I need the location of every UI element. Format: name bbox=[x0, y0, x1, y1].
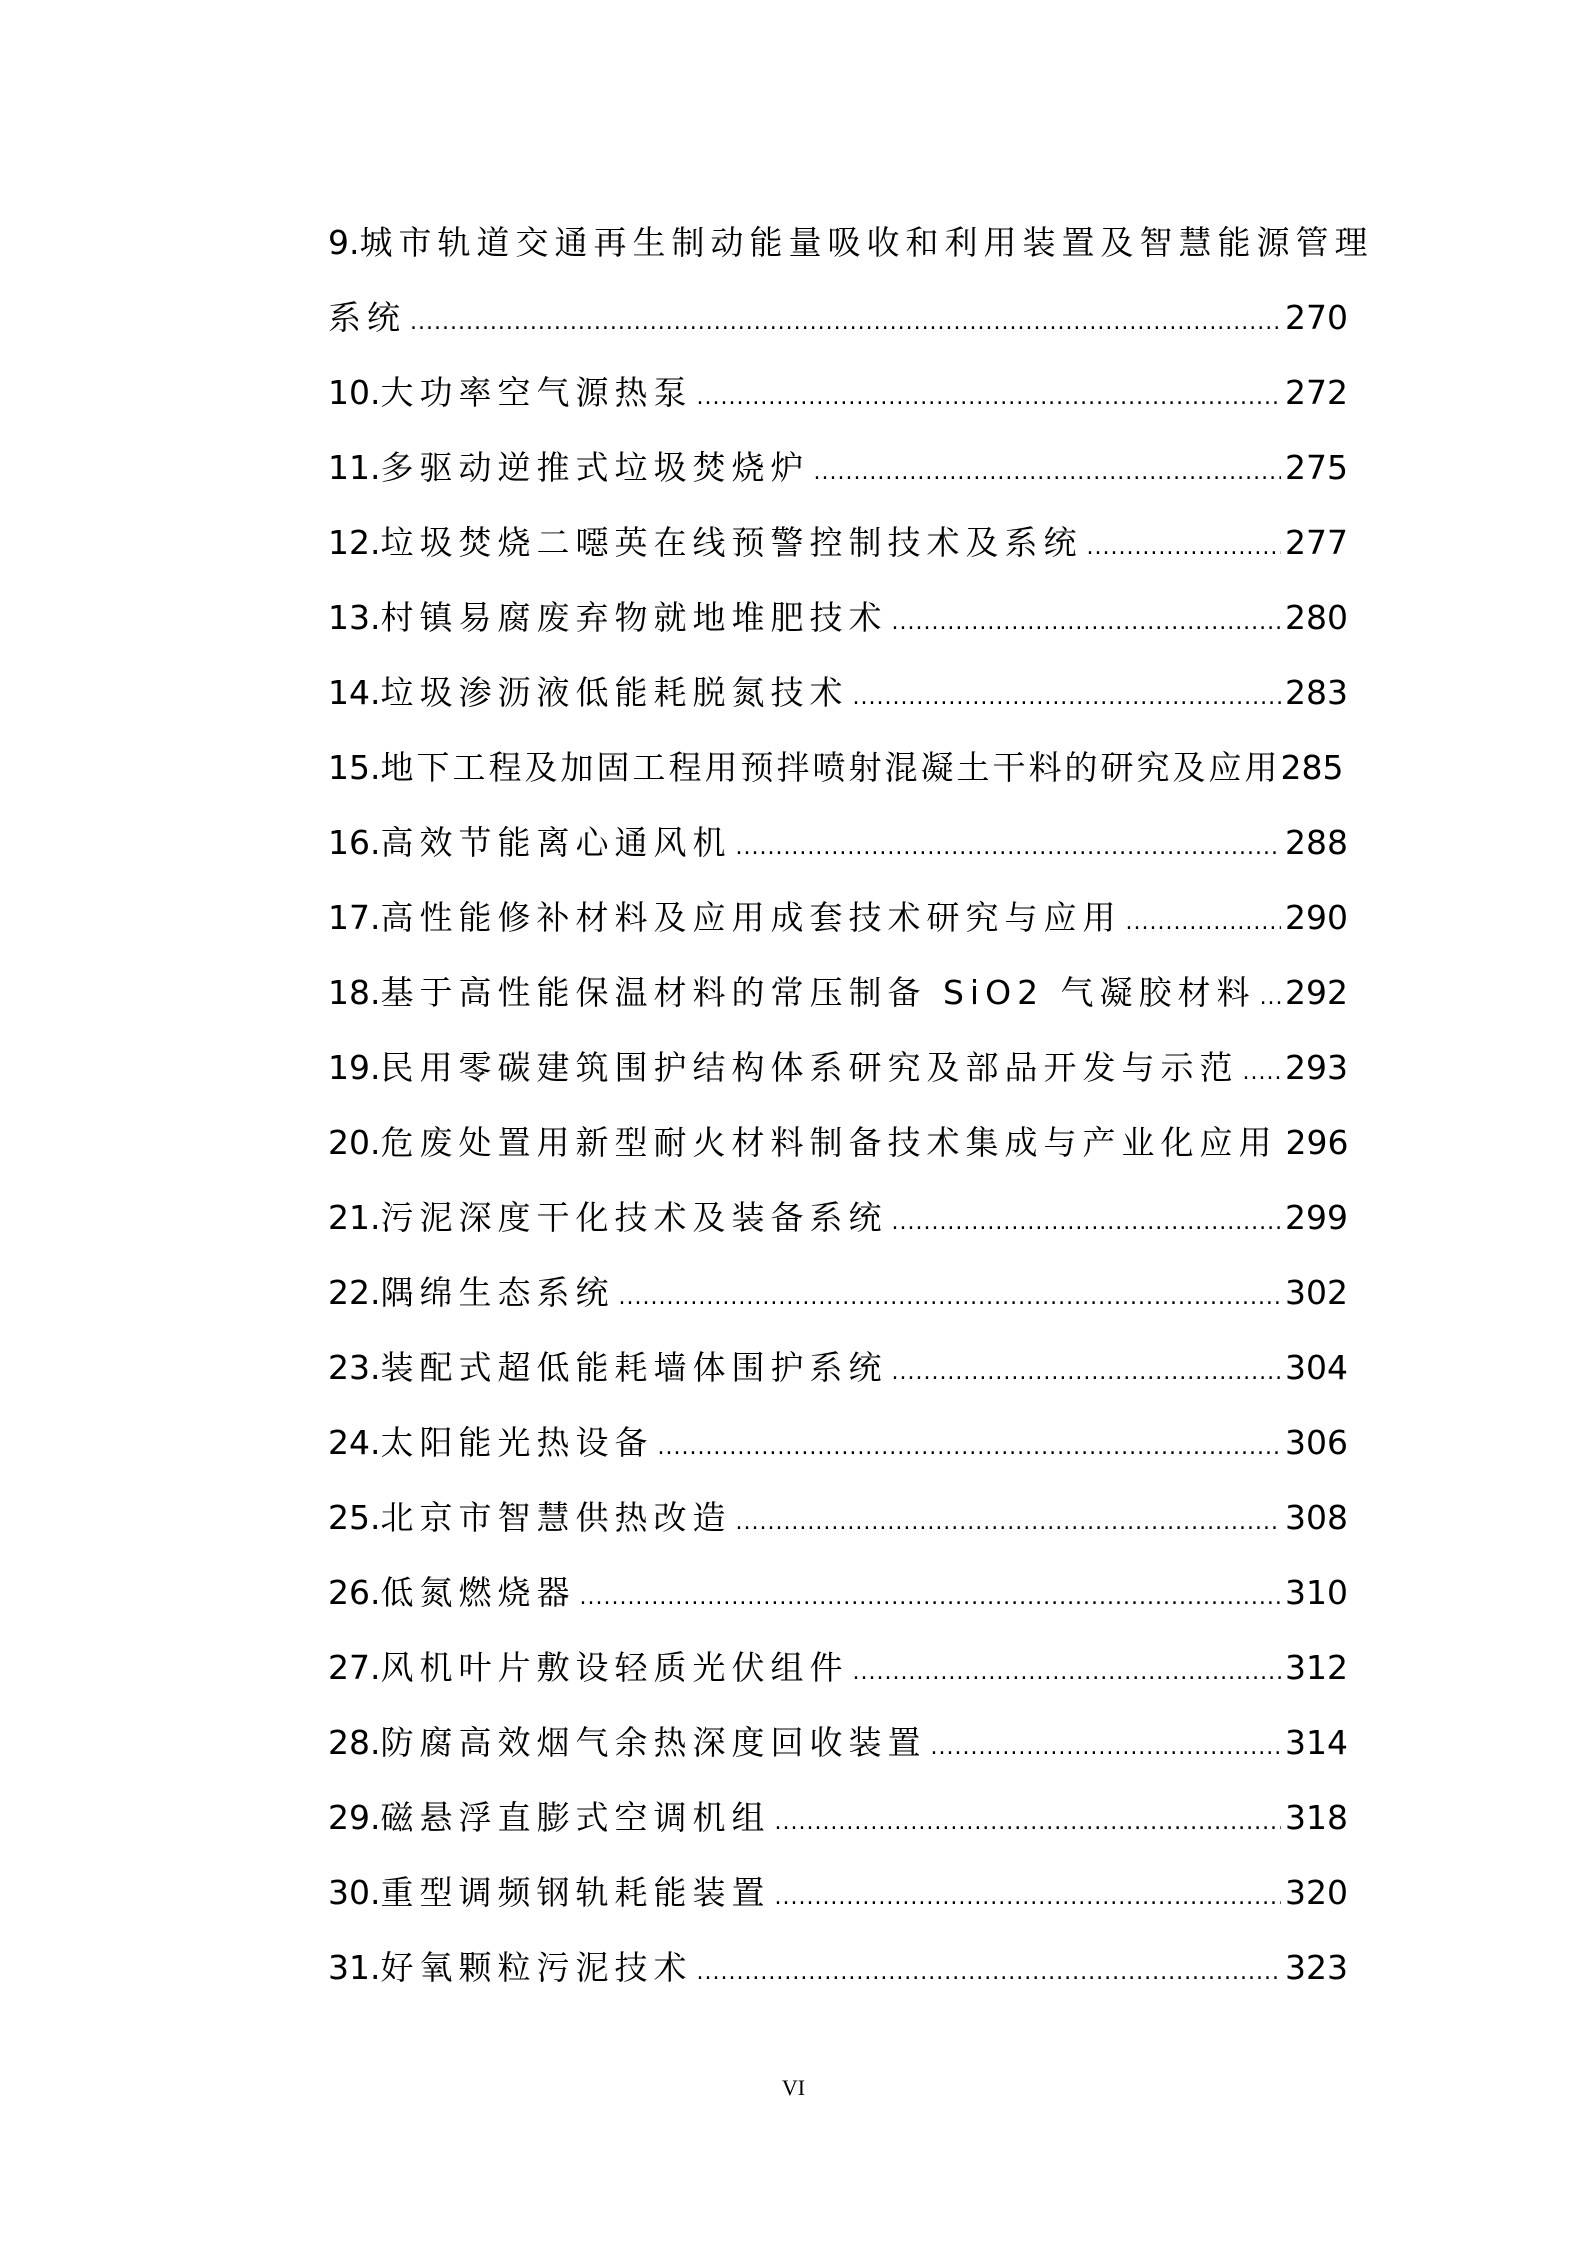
toc-entry-number: 31. bbox=[328, 1948, 381, 1987]
toc-entry-title: 地下工程及加固工程用预拌喷射混凝土干料的研究及应用 bbox=[380, 748, 1281, 787]
toc-entry-continuation[interactable] bbox=[328, 280, 1348, 355]
toc-entry-page: 308 bbox=[1285, 1498, 1348, 1537]
table-of-contents bbox=[328, 205, 1374, 2005]
dot-leader bbox=[579, 1555, 1281, 1635]
toc-entry[interactable] bbox=[328, 730, 1348, 805]
toc-entry-title: 城市轨道交通再生制动能量吸收和利用装置及智慧能源管理 bbox=[359, 223, 1374, 262]
toc-entry-page: 314 bbox=[1285, 1723, 1348, 1762]
toc-entry-number: 29. bbox=[328, 1798, 381, 1837]
toc-entry-number: 20. bbox=[328, 1123, 381, 1162]
toc-entry-title: 污泥深度干化技术及装备系统 bbox=[380, 1198, 888, 1237]
toc-entry-number: 9. bbox=[328, 223, 360, 262]
dot-leader bbox=[696, 1930, 1281, 2010]
toc-entry[interactable] bbox=[328, 1180, 1348, 1255]
toc-entry[interactable] bbox=[328, 955, 1348, 1030]
toc-entry-title-continued: 系统 bbox=[328, 298, 406, 337]
dot-leader bbox=[1260, 955, 1281, 1035]
toc-entry-number: 13. bbox=[328, 598, 381, 637]
toc-entry[interactable] bbox=[328, 1405, 1348, 1480]
toc-entry-page: 288 bbox=[1285, 823, 1348, 862]
dot-leader bbox=[891, 1330, 1281, 1410]
toc-entry[interactable] bbox=[328, 430, 1348, 505]
toc-entry[interactable] bbox=[328, 1255, 1348, 1330]
toc-entry-title: 民用零碳建筑围护结构体系研究及部品开发与示范 bbox=[380, 1048, 1239, 1087]
toc-entry-page: 312 bbox=[1285, 1648, 1348, 1687]
toc-entry-title: 装配式超低能耗墙体围护系统 bbox=[380, 1348, 888, 1387]
toc-entry-title: 危废处置用新型耐火材料制备技术集成与产业化应用 bbox=[380, 1123, 1278, 1162]
dot-leader bbox=[852, 655, 1281, 735]
toc-entry-page: 272 bbox=[1285, 373, 1348, 412]
toc-entry-title: 垃圾焚烧二噁英在线预警控制技术及系统 bbox=[380, 523, 1083, 562]
toc-entry-title: 太阳能光热设备 bbox=[380, 1423, 654, 1462]
toc-entry[interactable] bbox=[328, 1705, 1348, 1780]
toc-entry-title: 村镇易腐废弃物就地堆肥技术 bbox=[380, 598, 888, 637]
dot-leader bbox=[1242, 1030, 1281, 1110]
toc-entry-number: 15. bbox=[328, 748, 381, 787]
toc-entry-title: 基于高性能保温材料的常压制备 SiO2 气凝胶材料 bbox=[380, 973, 1256, 1012]
toc-entry-number: 16. bbox=[328, 823, 381, 862]
toc-entry[interactable] bbox=[328, 505, 1348, 580]
toc-entry-title: 隅绵生态系统 bbox=[380, 1273, 615, 1312]
dot-leader bbox=[1125, 880, 1281, 960]
toc-entry-page: 283 bbox=[1285, 673, 1348, 712]
dot-leader bbox=[813, 430, 1281, 510]
toc-entry-number: 22. bbox=[328, 1273, 381, 1312]
toc-entry-page: 296 bbox=[1285, 1123, 1349, 1162]
toc-entry-page: 290 bbox=[1285, 898, 1348, 937]
toc-entry-page: 302 bbox=[1285, 1273, 1348, 1312]
dot-leader bbox=[657, 1405, 1281, 1485]
toc-entry[interactable] bbox=[328, 1105, 1348, 1180]
toc-entry-number: 14. bbox=[328, 673, 381, 712]
toc-entry-title: 垃圾渗沥液低能耗脱氮技术 bbox=[380, 673, 849, 712]
dot-leader bbox=[618, 1255, 1281, 1335]
toc-entry-page: 310 bbox=[1285, 1573, 1348, 1612]
page-number-footer: VI bbox=[781, 2075, 806, 2100]
toc-entry-title: 风机叶片敷设轻质光伏组件 bbox=[380, 1648, 849, 1687]
toc-entry-number: 26. bbox=[328, 1573, 381, 1612]
toc-entry-title: 磁悬浮直膨式空调机组 bbox=[380, 1798, 771, 1837]
toc-entry-title: 好氧颗粒污泥技术 bbox=[380, 1948, 693, 1987]
toc-entry[interactable] bbox=[328, 1480, 1348, 1555]
toc-entry-page: 293 bbox=[1285, 1048, 1348, 1087]
toc-entry-number: 17. bbox=[328, 898, 381, 937]
toc-entry[interactable] bbox=[328, 1855, 1348, 1930]
toc-entry-title: 低氮燃烧器 bbox=[380, 1573, 576, 1612]
dot-leader bbox=[696, 355, 1281, 435]
toc-entry[interactable] bbox=[328, 355, 1348, 430]
toc-entry-page: 306 bbox=[1285, 1423, 1348, 1462]
toc-entry-title: 高性能修补材料及应用成套技术研究与应用 bbox=[380, 898, 1122, 937]
toc-entry-page: 280 bbox=[1285, 598, 1348, 637]
dot-leader bbox=[774, 1780, 1281, 1860]
toc-entry-number: 24. bbox=[328, 1423, 381, 1462]
toc-entry-page: 299 bbox=[1285, 1198, 1348, 1237]
toc-entry-number: 25. bbox=[328, 1498, 381, 1537]
toc-entry-title: 多驱动逆推式垃圾焚烧炉 bbox=[380, 448, 810, 487]
toc-entry-page: 292 bbox=[1285, 973, 1348, 1012]
toc-entry-title: 大功率空气源热泵 bbox=[380, 373, 693, 412]
toc-entry-title: 高效节能离心通风机 bbox=[380, 823, 732, 862]
toc-entry[interactable] bbox=[328, 655, 1348, 730]
dot-leader bbox=[891, 580, 1281, 660]
toc-entry[interactable] bbox=[328, 1930, 1348, 2005]
toc-entry-number: 18. bbox=[328, 973, 381, 1012]
toc-entry-number: 30. bbox=[328, 1873, 381, 1912]
dot-leader bbox=[891, 1180, 1281, 1260]
toc-entry[interactable] bbox=[328, 880, 1348, 955]
toc-entry-number: 19. bbox=[328, 1048, 381, 1087]
toc-entry[interactable] bbox=[328, 1030, 1348, 1105]
toc-entry-number: 11. bbox=[328, 448, 381, 487]
dot-leader bbox=[1086, 505, 1281, 585]
toc-entry-page: 275 bbox=[1285, 448, 1348, 487]
toc-entry-number: 28. bbox=[328, 1723, 381, 1762]
toc-entry[interactable] bbox=[328, 205, 1374, 280]
toc-entry-page: 285 bbox=[1280, 748, 1344, 787]
toc-entry-page: 318 bbox=[1285, 1798, 1348, 1837]
toc-entry[interactable] bbox=[328, 1555, 1348, 1630]
toc-entry-number: 10. bbox=[328, 373, 381, 412]
toc-entry-page: 270 bbox=[1285, 298, 1348, 337]
toc-entry-number: 27. bbox=[328, 1648, 381, 1687]
dot-leader bbox=[735, 805, 1281, 885]
dot-leader bbox=[930, 1705, 1281, 1785]
toc-entry-page: 277 bbox=[1285, 523, 1348, 562]
toc-entry-number: 12. bbox=[328, 523, 381, 562]
toc-entry-title: 北京市智慧供热改造 bbox=[380, 1498, 732, 1537]
toc-entry-page: 320 bbox=[1285, 1873, 1348, 1912]
toc-entry-title: 防腐高效烟气余热深度回收装置 bbox=[380, 1723, 927, 1762]
toc-entry[interactable] bbox=[328, 805, 1348, 880]
toc-entry[interactable] bbox=[328, 1780, 1348, 1855]
toc-entry-title: 重型调频钢轨耗能装置 bbox=[380, 1873, 771, 1912]
dot-leader bbox=[410, 280, 1281, 360]
dot-leader bbox=[852, 1630, 1281, 1710]
toc-entry-page: 304 bbox=[1285, 1348, 1348, 1387]
toc-entry[interactable] bbox=[328, 580, 1348, 655]
toc-entry-number: 23. bbox=[328, 1348, 381, 1387]
dot-leader bbox=[735, 1480, 1281, 1560]
toc-entry[interactable] bbox=[328, 1330, 1348, 1405]
toc-entry-page: 323 bbox=[1285, 1948, 1348, 1987]
dot-leader bbox=[774, 1855, 1281, 1935]
toc-entry[interactable] bbox=[328, 1630, 1348, 1705]
toc-entry-number: 21. bbox=[328, 1198, 381, 1237]
